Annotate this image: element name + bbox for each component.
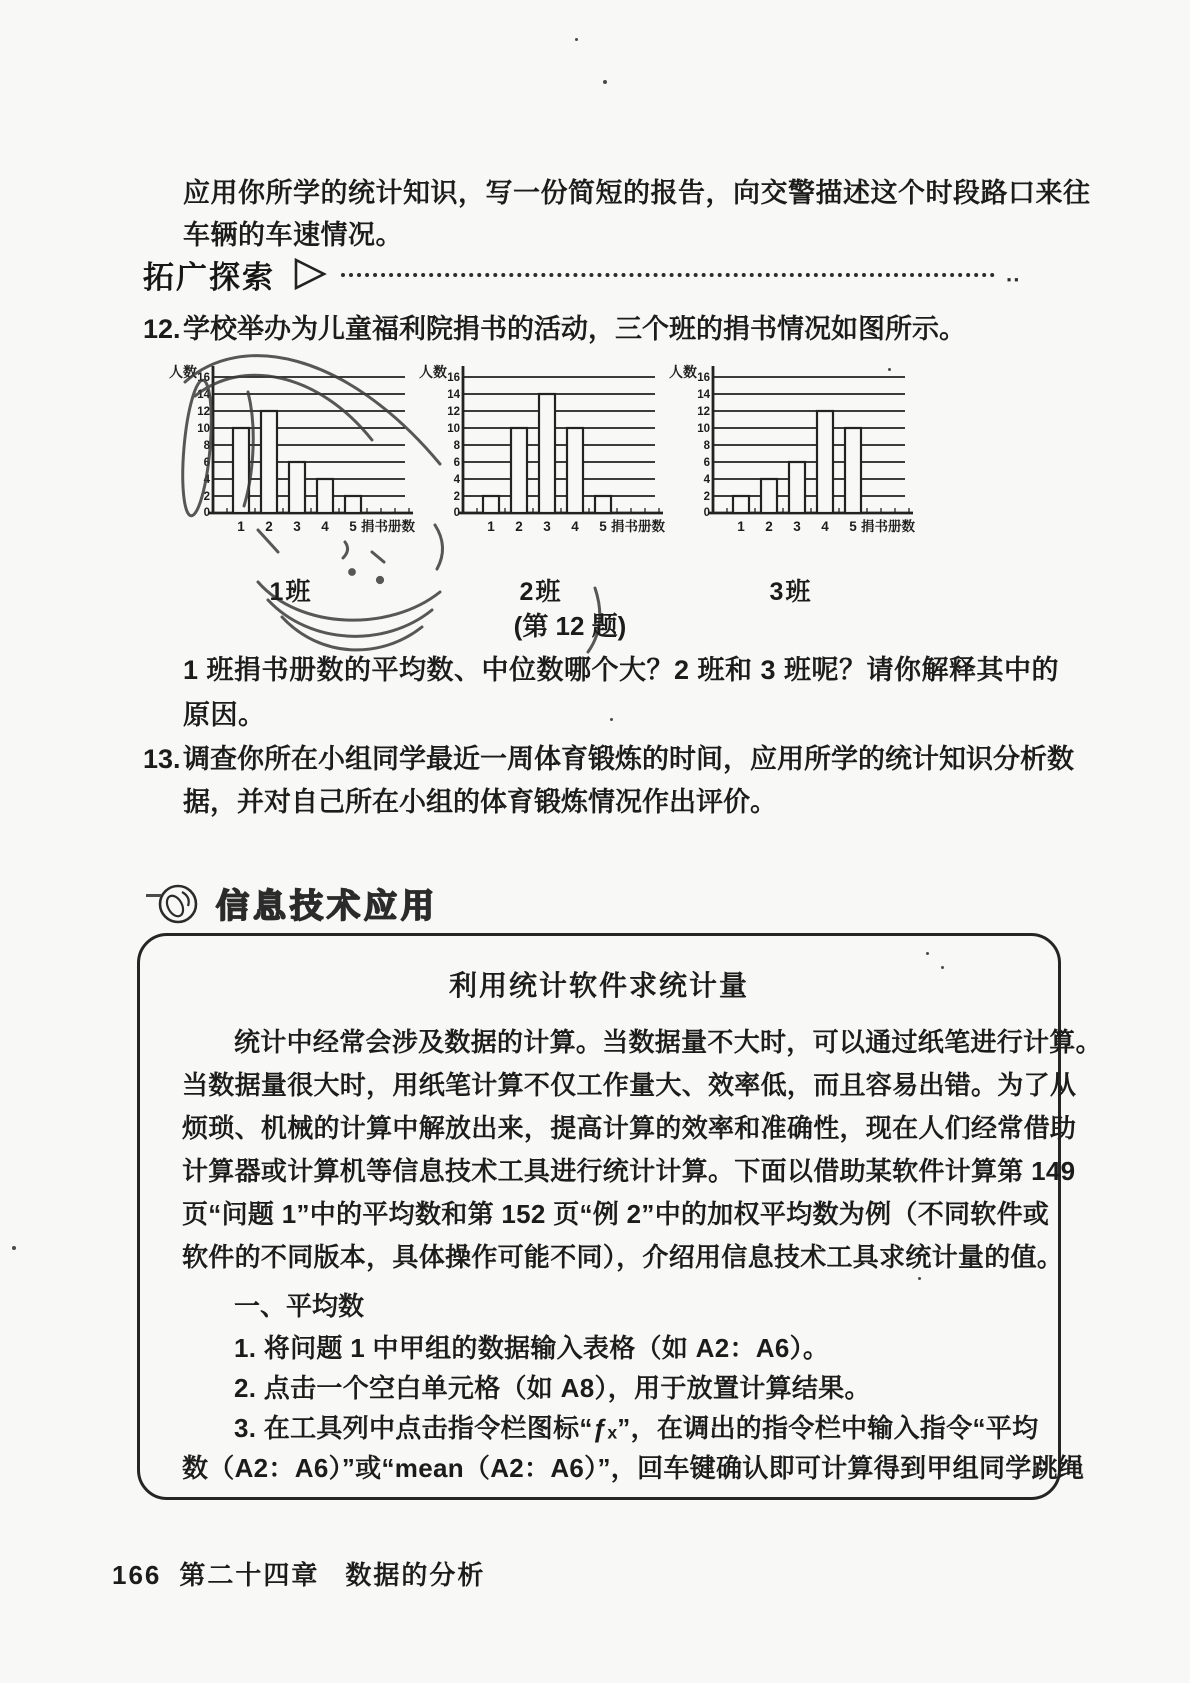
chart-class-label: 2班 [519,578,563,606]
box-title: 利用统计软件求统计量 [448,970,749,1001]
triangle-marker-icon [291,255,329,293]
paragraph-line: 烦琐、机械的计算中解放出来，提高计算的效率和准确性，现在人们经常借助 [182,1113,1077,1143]
step-line: 1. 将问题 1 中甲组的数据输入表格（如 A2：A6）。 [234,1333,830,1363]
scan-speck [603,80,607,84]
step-line: 数（A2：A6）”或“mean（A2：A6）”，回车键确认即可计算得到甲组同学跳绳 [182,1453,1085,1483]
chart-class-label: 3班 [769,578,813,606]
svg-text:人数: 人数 [669,364,697,380]
intro-line: 应用你所学的统计知识，写一份简短的报告，向交警描述这个时段路口来往 [183,178,1091,208]
info-tech-title: 信息技术应用 [216,887,438,924]
svg-text:0: 0 [703,507,710,519]
svg-text:人数: 人数 [419,364,447,380]
svg-text:3: 3 [543,519,551,534]
svg-text:人数: 人数 [169,364,197,380]
scan-speck [888,368,891,371]
svg-text:10: 10 [197,423,210,435]
scan-dash [146,894,161,897]
info-tech-icon [156,882,200,926]
svg-text:2: 2 [515,519,523,534]
scan-speck [575,38,578,41]
svg-text:14: 14 [697,389,710,401]
problem-12-question [183,648,1060,738]
question-line: 原因。 [183,700,266,730]
box-subheading: 一、平均数 [234,1291,365,1321]
chapter-number: 第二十四章 [179,1560,320,1590]
box-steps [182,1328,1085,1488]
svg-text:6: 6 [453,457,460,469]
step-line: 3. 在工具列中点击指令栏图标“ƒₓ”，在调出的指令栏中输入指令“平均 [234,1413,1039,1443]
svg-text:4: 4 [703,474,710,486]
svg-text:6: 6 [703,457,710,469]
page-footer [112,1555,485,1592]
svg-text:2: 2 [265,519,273,534]
chart-class-label: 1班 [269,578,313,606]
section-title: 拓广探索 [143,259,275,295]
intro-line: 车辆的车速情况。 [183,220,403,250]
svg-text:2: 2 [703,491,710,503]
paragraph-line: 计算器或计算机等信息技术工具进行统计计算。下面以借助某软件计算第 149 [182,1156,1076,1186]
svg-text:5: 5 [349,519,357,534]
scan-speck [918,1277,921,1280]
paragraph-line: 页“问题 1”中的平均数和第 152 页“例 2”中的加权平均数为例（不同软件或 [182,1199,1050,1229]
svg-text:8: 8 [453,440,460,452]
svg-text:3: 3 [793,519,801,534]
chapter-title: 数据的分析 [345,1560,486,1590]
paragraph-line: 统计中经常会涉及数据的计算。当数据量不大时，可以通过纸笔进行计算。 [234,1027,1102,1057]
page-number: 166 [112,1560,162,1590]
scan-speck [926,952,929,955]
svg-text:8: 8 [203,440,210,452]
svg-text:5: 5 [599,519,607,534]
svg-text:0: 0 [203,507,210,519]
scan-speck [12,1246,16,1250]
scan-speck [610,718,613,721]
svg-text:16: 16 [197,372,210,384]
info-tech-header [156,880,438,927]
svg-text:捐书册数: 捐书册数 [861,519,915,534]
svg-text:8: 8 [703,440,710,452]
svg-text:14: 14 [447,389,460,401]
scan-speck [941,966,944,969]
svg-text:12: 12 [447,406,460,418]
svg-text:1: 1 [487,519,495,534]
figure-caption: (第 12 题) [513,611,627,641]
problem-number: 13. [143,744,181,774]
svg-text:4: 4 [571,519,579,534]
paragraph-line: 软件的不同版本，具体操作可能不同），介绍用信息技术工具求统计量的值。 [182,1242,1064,1272]
problem-text [183,738,1074,824]
problem-number: 12. [143,314,181,344]
svg-text:3: 3 [293,519,301,534]
dotted-leader [341,273,995,277]
svg-text:4: 4 [453,474,460,486]
svg-text:4: 4 [321,519,329,534]
svg-text:10: 10 [697,423,710,435]
svg-text:4: 4 [821,519,829,534]
step-line: 2. 点击一个空白单元格（如 A8），用于放置计算结果。 [234,1373,871,1403]
section-header [143,254,1023,294]
intro-paragraph [183,172,1091,256]
problem-13 [143,738,1074,824]
svg-text:5: 5 [849,519,857,534]
box-paragraph [182,1021,1102,1279]
svg-text:1: 1 [737,519,745,534]
svg-text:2: 2 [453,491,460,503]
problem-text: 学校举办为儿童福利院捐书的活动，三个班的捐书情况如图所示。 [183,314,966,344]
question-line: 1 班捐书册数的平均数、中位数哪个大？2 班和 3 班呢？请你解释其中的 [183,655,1060,685]
svg-text:1: 1 [237,519,245,534]
svg-text:12: 12 [697,406,710,418]
svg-text:2: 2 [203,491,210,503]
svg-text:16: 16 [447,372,460,384]
svg-text:16: 16 [697,372,710,384]
paragraph-line: 当数据量很大时，用纸笔计算不仅工作量大、效率低，而且容易出错。为了从 [182,1070,1077,1100]
problem-line: 调查你所在小组同学最近一周体育锻炼的时间，应用所学的统计知识分析数 [183,744,1074,774]
info-tech-box [137,933,1102,1500]
svg-text:10: 10 [447,423,460,435]
svg-text:14: 14 [197,389,210,401]
svg-text:捐书册数: 捐书册数 [611,519,665,534]
svg-text:4: 4 [203,474,210,486]
svg-text:2: 2 [765,519,773,534]
bar-chart-class-3 [665,358,917,564]
svg-text:捐书册数: 捐书册数 [361,519,415,534]
problem-line: 据，并对自己所在小组的体育锻炼情况作出评价。 [183,787,777,817]
svg-text:0: 0 [453,507,460,519]
svg-text:6: 6 [203,457,210,469]
leader-end-dots: ‥ [1005,261,1023,286]
svg-text:12: 12 [197,406,210,418]
